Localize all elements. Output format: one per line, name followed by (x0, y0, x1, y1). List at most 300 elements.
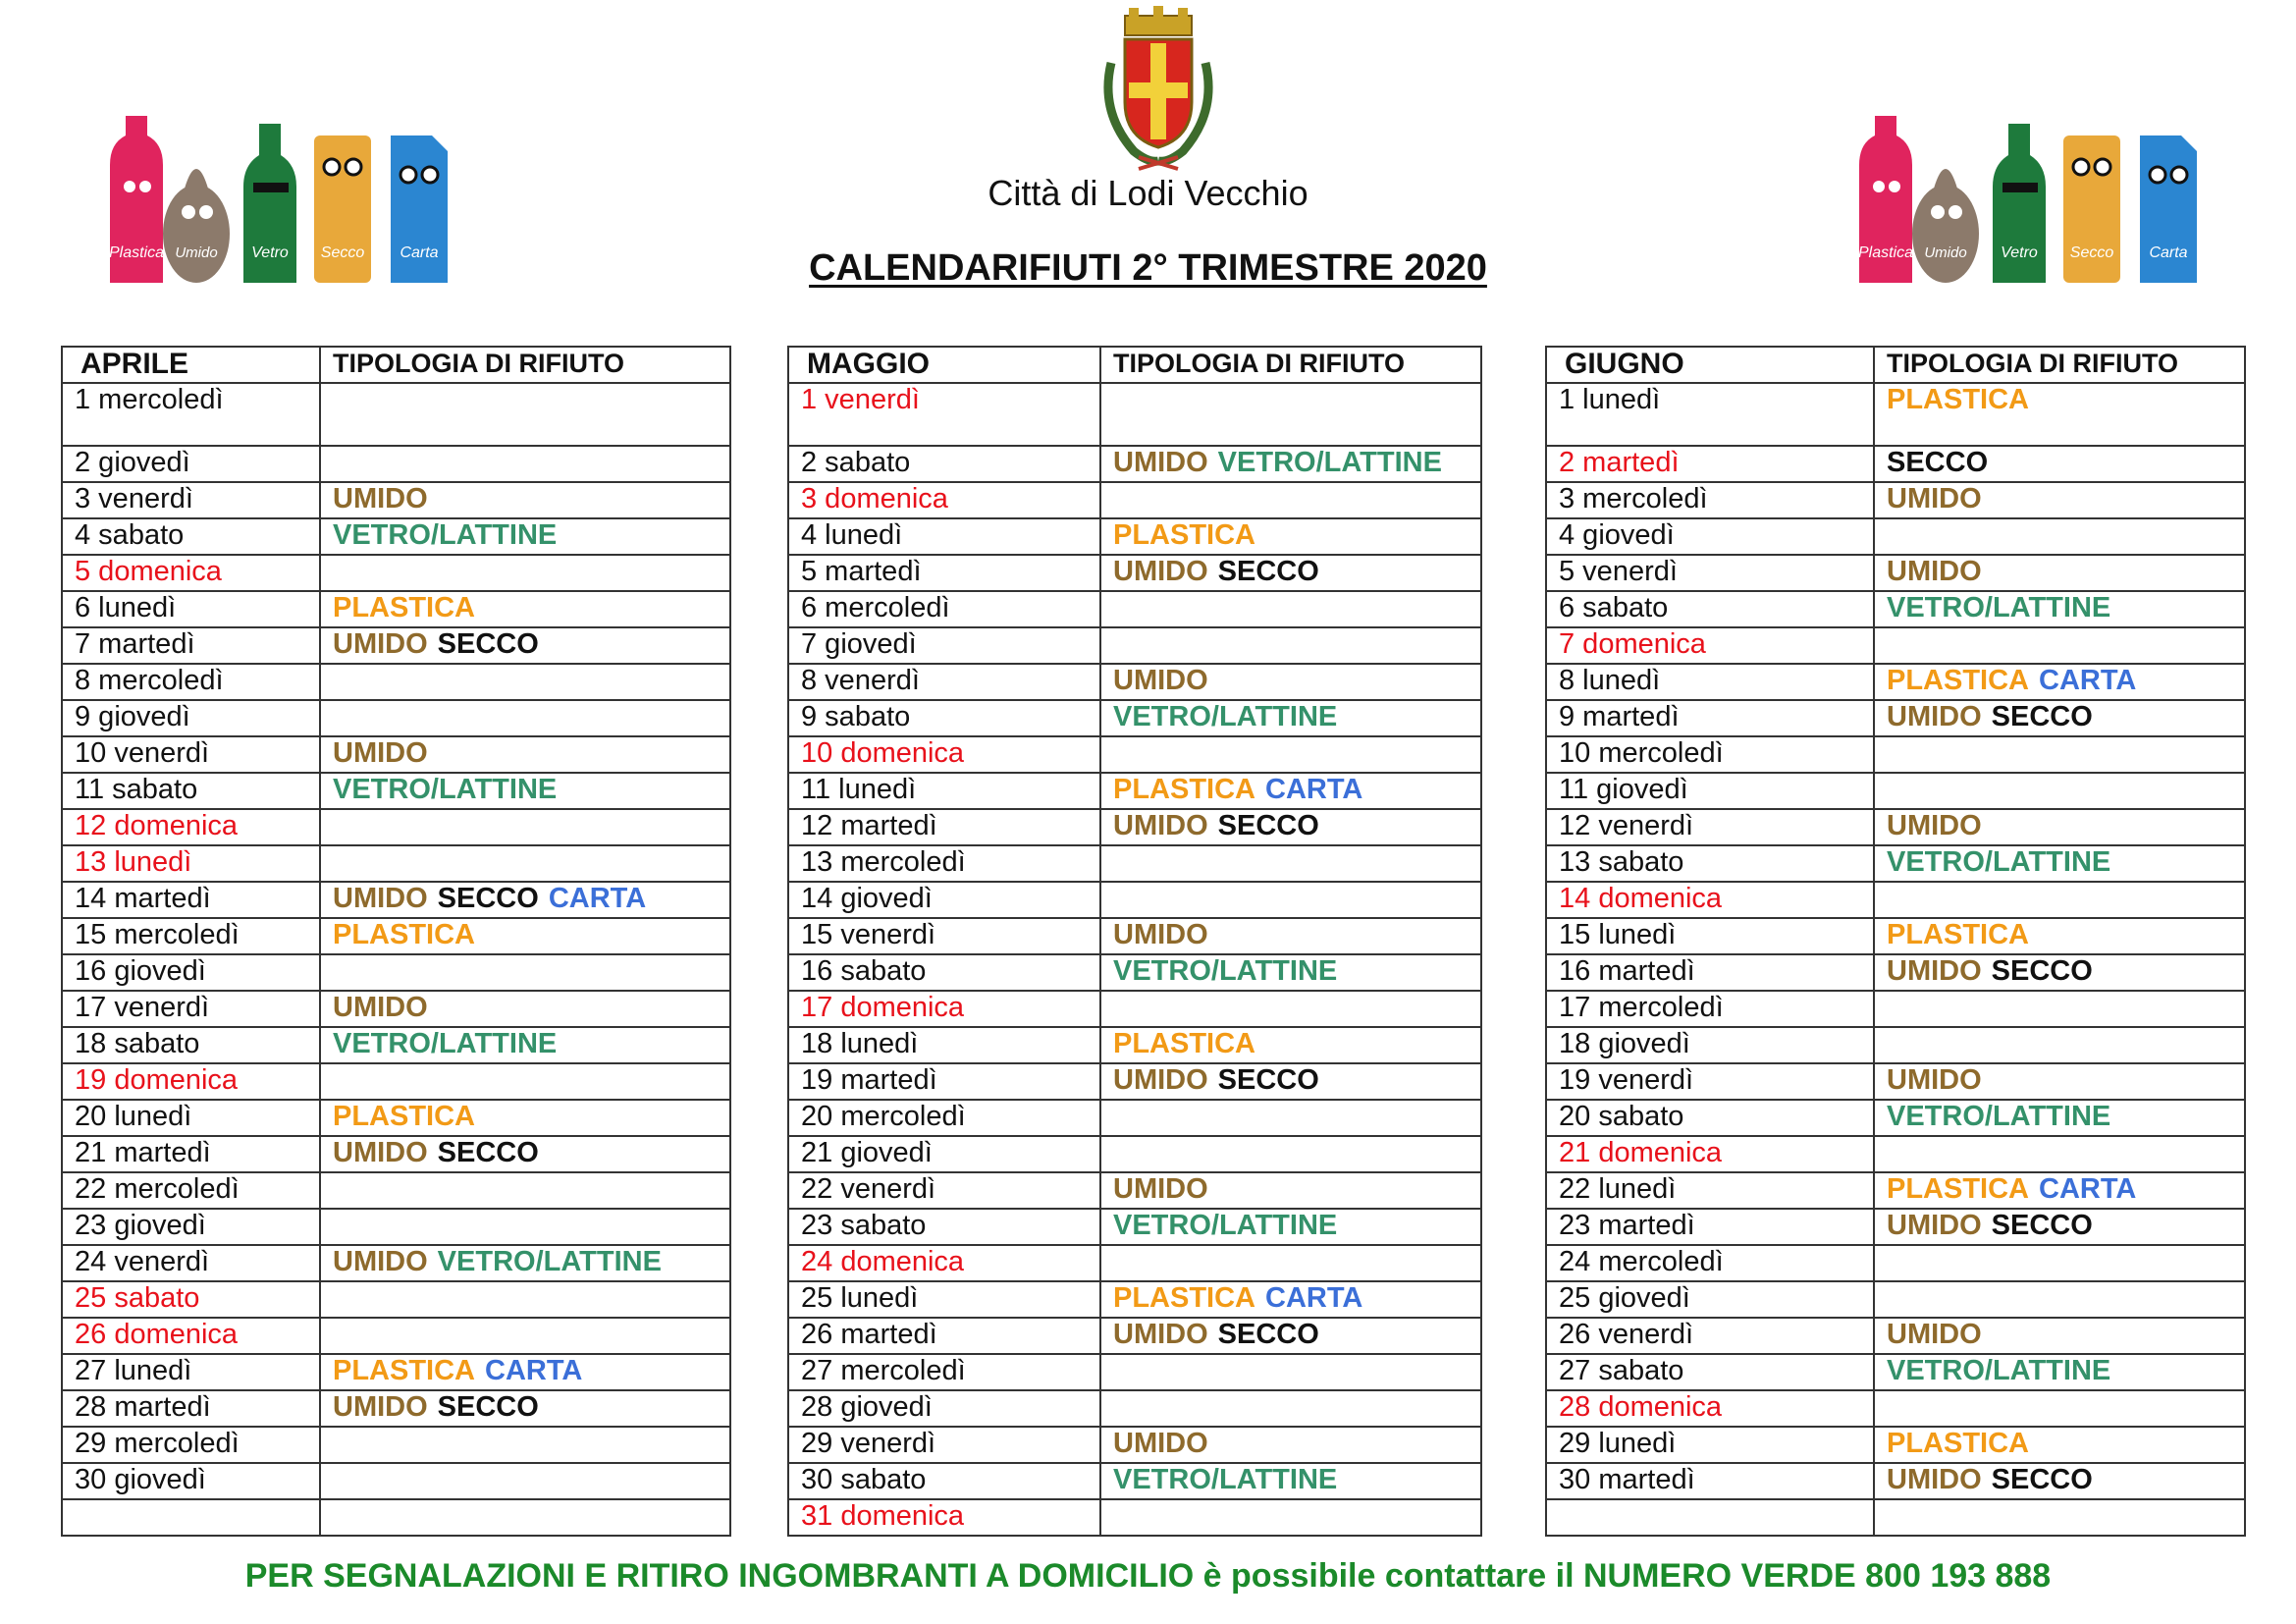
day-cell: 17 domenica (788, 991, 1100, 1027)
waste-cell (320, 1209, 730, 1245)
city-crest-icon (1090, 4, 1227, 173)
waste-cell (1100, 1063, 1481, 1100)
waste-cell (1874, 1136, 2245, 1172)
day-cell: 30 giovedì (62, 1463, 320, 1499)
waste-type: VETRO/LATTINE (1887, 592, 2111, 623)
day-cell: 10 domenica (788, 736, 1100, 773)
table-row (788, 1245, 1481, 1281)
table-row (1546, 954, 2245, 991)
table-row (788, 1390, 1481, 1427)
day-cell: 2 martedì (1546, 446, 1874, 482)
table-row (62, 383, 730, 446)
day-cell: 1 venerdì (788, 383, 1100, 446)
waste-type: PLASTICA (333, 1355, 475, 1386)
table-row (788, 1209, 1481, 1245)
day-cell: 6 sabato (1546, 591, 1874, 627)
table-row (62, 1063, 730, 1100)
table-row (788, 446, 1481, 482)
waste-cell (320, 446, 730, 482)
table-row (62, 1318, 730, 1354)
waste-cell (320, 845, 730, 882)
waste-cell (320, 1136, 730, 1172)
waste-type: VETRO/LATTINE (437, 1246, 662, 1277)
waste-cell (320, 991, 730, 1027)
day-cell: 16 giovedì (62, 954, 320, 991)
day-cell: 29 lunedì (1546, 1427, 1874, 1463)
day-cell: 11 sabato (62, 773, 320, 809)
table-row (62, 518, 730, 555)
table-row (1546, 773, 2245, 809)
day-cell: 28 giovedì (788, 1390, 1100, 1427)
day-cell: 9 sabato (788, 700, 1100, 736)
waste-type: VETRO/LATTINE (333, 519, 558, 551)
waste-type: CARTA (1265, 1282, 1363, 1314)
waste-type: UMIDO (333, 1246, 428, 1277)
logo-label-secco: Secco (2069, 244, 2114, 261)
day-cell: 13 sabato (1546, 845, 1874, 882)
table-row (788, 991, 1481, 1027)
waste-cell (1874, 383, 2245, 446)
table-row (62, 1354, 730, 1390)
waste-type: UMIDO (1113, 1428, 1208, 1459)
waste-cell (1874, 700, 2245, 736)
waste-cell (1874, 664, 2245, 700)
day-cell: 22 mercoledì (62, 1172, 320, 1209)
waste-type: SECCO (1991, 1210, 2093, 1241)
day-cell: 25 lunedì (788, 1281, 1100, 1318)
table-row (1546, 1281, 2245, 1318)
day-cell: 20 lunedì (62, 1100, 320, 1136)
day-cell: 29 venerdì (788, 1427, 1100, 1463)
day-cell: 30 martedì (1546, 1463, 1874, 1499)
day-cell: 7 giovedì (788, 627, 1100, 664)
table-header-row (788, 347, 1481, 383)
table-row (1546, 1063, 2245, 1100)
waste-type: UMIDO (1113, 810, 1208, 841)
waste-cell (1874, 627, 2245, 664)
day-cell: 12 venerdì (1546, 809, 1874, 845)
waste-type: UMIDO (1887, 483, 1982, 514)
table-row (788, 627, 1481, 664)
waste-cell (1100, 773, 1481, 809)
waste-type: PLASTICA (1113, 1282, 1255, 1314)
day-cell: 22 lunedì (1546, 1172, 1874, 1209)
waste-cell (1874, 1209, 2245, 1245)
table-row (1546, 1172, 2245, 1209)
waste-cell (320, 918, 730, 954)
table-row (1546, 664, 2245, 700)
day-cell: 18 lunedì (788, 1027, 1100, 1063)
waste-type: SECCO (437, 628, 539, 660)
waste-type: PLASTICA (1113, 1028, 1255, 1059)
waste-cell (1100, 1463, 1481, 1499)
day-cell: 21 domenica (1546, 1136, 1874, 1172)
waste-cell (320, 555, 730, 591)
table-row (788, 700, 1481, 736)
day-cell: 20 sabato (1546, 1100, 1874, 1136)
day-cell: 17 mercoledì (1546, 991, 1874, 1027)
type-header: TIPOLOGIA DI RIFIUTO (1100, 347, 1481, 383)
calendar-table-aprile (61, 346, 731, 1537)
waste-type: VETRO/LATTINE (1887, 1101, 2111, 1132)
waste-type: SECCO (437, 1137, 539, 1168)
waste-cell (1874, 1063, 2245, 1100)
day-cell: 4 sabato (62, 518, 320, 555)
table-row (1546, 446, 2245, 482)
logo-label-umido: Umido (175, 244, 218, 261)
table-row (1546, 1136, 2245, 1172)
waste-cell (1874, 446, 2245, 482)
table-row (788, 383, 1481, 446)
waste-type: CARTA (548, 883, 647, 914)
waste-type: UMIDO (1113, 1064, 1208, 1096)
table-row (1546, 1499, 2245, 1536)
waste-type: UMIDO (1113, 1173, 1208, 1205)
waste-cell (320, 1100, 730, 1136)
day-cell: 12 domenica (62, 809, 320, 845)
table-row (62, 627, 730, 664)
day-cell: 24 domenica (788, 1245, 1100, 1281)
day-cell: 26 martedì (788, 1318, 1100, 1354)
day-cell: 24 mercoledì (1546, 1245, 1874, 1281)
waste-cell (320, 664, 730, 700)
waste-cell (320, 1390, 730, 1427)
waste-type: VETRO/LATTINE (1113, 701, 1338, 732)
day-cell: 5 venerdì (1546, 555, 1874, 591)
logo-label-umido: Umido (1924, 244, 1967, 261)
table-row (788, 664, 1481, 700)
waste-type: UMIDO (333, 883, 428, 914)
waste-cell (1100, 1281, 1481, 1318)
day-cell (62, 1499, 320, 1536)
waste-cell (1100, 918, 1481, 954)
logo-label-vetro: Vetro (251, 244, 289, 261)
month-header: MAGGIO (788, 347, 1100, 383)
waste-cell (1874, 1245, 2245, 1281)
waste-cell (1100, 1318, 1481, 1354)
table-header-row (62, 347, 730, 383)
table-row (1546, 1318, 2245, 1354)
day-cell: 4 giovedì (1546, 518, 1874, 555)
waste-type: VETRO/LATTINE (1217, 447, 1442, 478)
waste-cell (320, 1427, 730, 1463)
day-cell: 16 sabato (788, 954, 1100, 991)
table-row (62, 482, 730, 518)
day-cell: 8 lunedì (1546, 664, 1874, 700)
waste-cell (320, 1027, 730, 1063)
table-row (788, 1427, 1481, 1463)
waste-type: PLASTICA (1887, 1428, 2029, 1459)
waste-cell (1874, 1427, 2245, 1463)
table-row (62, 991, 730, 1027)
waste-type: UMIDO (1113, 1319, 1208, 1350)
table-row (1546, 845, 2245, 882)
table-row (1546, 555, 2245, 591)
waste-type: CARTA (2039, 665, 2137, 696)
table-row (1546, 591, 2245, 627)
table-row (62, 773, 730, 809)
waste-cell (320, 1463, 730, 1499)
waste-cell (320, 1499, 730, 1536)
waste-cell (1100, 1209, 1481, 1245)
waste-type: SECCO (1217, 810, 1319, 841)
type-header: TIPOLOGIA DI RIFIUTO (320, 347, 730, 383)
table-row (1546, 518, 2245, 555)
table-row (1546, 1354, 2245, 1390)
waste-cell (1874, 591, 2245, 627)
table-row (788, 918, 1481, 954)
waste-cell (1100, 954, 1481, 991)
waste-cell (320, 482, 730, 518)
waste-type: PLASTICA (333, 1101, 475, 1132)
calendar-table-giugno (1545, 346, 2246, 1537)
waste-type: SECCO (1887, 447, 1989, 478)
day-cell: 6 lunedì (62, 591, 320, 627)
day-cell: 29 mercoledì (62, 1427, 320, 1463)
day-cell: 12 martedì (788, 809, 1100, 845)
waste-cell (1100, 736, 1481, 773)
waste-cell (1100, 1390, 1481, 1427)
waste-type: VETRO/LATTINE (1113, 1464, 1338, 1495)
table-row (62, 664, 730, 700)
waste-cell (320, 954, 730, 991)
day-cell: 19 venerdì (1546, 1063, 1874, 1100)
day-cell: 15 mercoledì (62, 918, 320, 954)
table-row (788, 845, 1481, 882)
table-row (62, 1499, 730, 1536)
day-cell: 19 martedì (788, 1063, 1100, 1100)
waste-cell (1874, 518, 2245, 555)
waste-type: VETRO/LATTINE (1113, 1210, 1338, 1241)
day-cell: 15 lunedì (1546, 918, 1874, 954)
table-row (1546, 1463, 2245, 1499)
day-cell: 2 giovedì (62, 446, 320, 482)
waste-type: PLASTICA (1887, 384, 2029, 415)
day-cell: 3 venerdì (62, 482, 320, 518)
waste-type: UMIDO (1113, 556, 1208, 587)
day-cell: 27 lunedì (62, 1354, 320, 1390)
waste-type: UMIDO (1887, 810, 1982, 841)
waste-cell (1100, 627, 1481, 664)
waste-cell (1100, 555, 1481, 591)
waste-type: UMIDO (1113, 665, 1208, 696)
table-row (1546, 1027, 2245, 1063)
waste-cell (1874, 1354, 2245, 1390)
day-cell: 11 giovedì (1546, 773, 1874, 809)
table-row (1546, 809, 2245, 845)
waste-cell (320, 1245, 730, 1281)
table-row (62, 882, 730, 918)
waste-cell (1100, 1172, 1481, 1209)
table-row (62, 1390, 730, 1427)
waste-type: PLASTICA (1887, 665, 2029, 696)
table-row (788, 736, 1481, 773)
day-cell: 18 giovedì (1546, 1027, 1874, 1063)
waste-type: VETRO/LATTINE (1887, 846, 2111, 878)
day-cell: 9 giovedì (62, 700, 320, 736)
waste-cell (1874, 1463, 2245, 1499)
logo-label-plastica: Plastica (108, 244, 165, 261)
day-cell: 19 domenica (62, 1063, 320, 1100)
waste-type: CARTA (2039, 1173, 2137, 1205)
waste-type: UMIDO (1113, 447, 1208, 478)
table-row (1546, 736, 2245, 773)
table-row (788, 773, 1481, 809)
waste-cell (1874, 773, 2245, 809)
waste-cell (320, 773, 730, 809)
table-row (62, 1463, 730, 1499)
table-row (788, 591, 1481, 627)
table-row (62, 954, 730, 991)
day-cell: 21 giovedì (788, 1136, 1100, 1172)
waste-type: PLASTICA (1887, 919, 2029, 950)
table-row (62, 1209, 730, 1245)
waste-cell (1100, 700, 1481, 736)
day-cell: 23 martedì (1546, 1209, 1874, 1245)
day-cell (1546, 1499, 1874, 1536)
page-title-text: CALENDARIFIUTI 2° TRIMESTRE 2020 (809, 247, 1487, 289)
waste-cell (320, 882, 730, 918)
waste-cell (1100, 446, 1481, 482)
waste-cell (1874, 991, 2245, 1027)
waste-type: VETRO/LATTINE (1113, 955, 1338, 987)
table-row (788, 482, 1481, 518)
waste-cell (1100, 1027, 1481, 1063)
day-cell: 18 sabato (62, 1027, 320, 1063)
waste-type: UMIDO (333, 992, 428, 1023)
day-cell: 1 lunedì (1546, 383, 1874, 446)
table-row (788, 1463, 1481, 1499)
waste-type: UMIDO (333, 483, 428, 514)
waste-cell (320, 1172, 730, 1209)
waste-type: VETRO/LATTINE (1887, 1355, 2111, 1386)
table-row (62, 1027, 730, 1063)
day-cell: 8 venerdì (788, 664, 1100, 700)
waste-type: PLASTICA (333, 592, 475, 623)
table-row (1546, 383, 2245, 446)
day-cell: 10 venerdì (62, 736, 320, 773)
table-row (1546, 882, 2245, 918)
day-cell: 26 venerdì (1546, 1318, 1874, 1354)
table-row (62, 591, 730, 627)
day-cell: 21 martedì (62, 1136, 320, 1172)
table-row (788, 1354, 1481, 1390)
table-row (62, 736, 730, 773)
day-cell: 2 sabato (788, 446, 1100, 482)
table-row (62, 845, 730, 882)
waste-cell (320, 809, 730, 845)
table-row (788, 954, 1481, 991)
waste-cell (320, 627, 730, 664)
waste-cell (320, 736, 730, 773)
day-cell: 5 domenica (62, 555, 320, 591)
waste-cell (320, 1281, 730, 1318)
waste-type: UMIDO (1113, 919, 1208, 950)
waste-cell (1100, 991, 1481, 1027)
day-cell: 6 mercoledì (788, 591, 1100, 627)
waste-cell (320, 383, 730, 446)
waste-cell (1100, 1100, 1481, 1136)
table-row (1546, 482, 2245, 518)
table-row (788, 1100, 1481, 1136)
table-row (788, 1281, 1481, 1318)
day-cell: 23 sabato (788, 1209, 1100, 1245)
table-row (788, 1063, 1481, 1100)
table-row (62, 1172, 730, 1209)
day-cell: 30 sabato (788, 1463, 1100, 1499)
waste-cell (320, 1318, 730, 1354)
day-cell: 27 mercoledì (788, 1354, 1100, 1390)
waste-type: PLASTICA (1887, 1173, 2029, 1205)
day-cell: 24 venerdì (62, 1245, 320, 1281)
table-row (1546, 700, 2245, 736)
waste-type: PLASTICA (333, 919, 475, 950)
waste-type: UMIDO (333, 737, 428, 769)
day-cell: 28 domenica (1546, 1390, 1874, 1427)
day-cell: 31 domenica (788, 1499, 1100, 1536)
day-cell: 10 mercoledì (1546, 736, 1874, 773)
waste-cell (1874, 1172, 2245, 1209)
waste-cell (1874, 1499, 2245, 1536)
waste-cell (1100, 383, 1481, 446)
day-cell: 9 martedì (1546, 700, 1874, 736)
waste-type: CARTA (485, 1355, 583, 1386)
table-row (788, 1499, 1481, 1536)
table-row (62, 446, 730, 482)
waste-cell (1874, 918, 2245, 954)
month-header: GIUGNO (1546, 347, 1874, 383)
table-row (788, 1136, 1481, 1172)
waste-cell (1100, 664, 1481, 700)
waste-type: CARTA (1265, 774, 1363, 805)
day-cell: 22 venerdì (788, 1172, 1100, 1209)
waste-cell (1100, 1245, 1481, 1281)
waste-cell (1874, 555, 2245, 591)
waste-cell (1100, 845, 1481, 882)
table-row (1546, 1245, 2245, 1281)
day-cell: 1 mercoledì (62, 383, 320, 446)
day-cell: 23 giovedì (62, 1209, 320, 1245)
day-cell: 16 martedì (1546, 954, 1874, 991)
table-row (62, 1245, 730, 1281)
waste-cell (1100, 1354, 1481, 1390)
waste-type: PLASTICA (1113, 774, 1255, 805)
logo-label-carta: Carta (400, 244, 439, 261)
waste-cell (1100, 591, 1481, 627)
waste-type: UMIDO (1887, 701, 1982, 732)
waste-type: UMIDO (333, 1391, 428, 1423)
waste-type: VETRO/LATTINE (333, 1028, 558, 1059)
day-cell: 25 sabato (62, 1281, 320, 1318)
waste-type: SECCO (437, 883, 539, 914)
day-cell: 8 mercoledì (62, 664, 320, 700)
waste-cell (1874, 1281, 2245, 1318)
waste-type: UMIDO (1887, 1064, 1982, 1096)
logo-label-secco: Secco (320, 244, 365, 261)
waste-cell (1100, 1136, 1481, 1172)
table-row (788, 518, 1481, 555)
waste-type: UMIDO (1887, 1319, 1982, 1350)
day-cell: 11 lunedì (788, 773, 1100, 809)
page-title (0, 247, 2296, 290)
table-row (62, 809, 730, 845)
waste-type: UMIDO (1887, 556, 1982, 587)
waste-cell (320, 591, 730, 627)
day-cell: 7 domenica (1546, 627, 1874, 664)
waste-type: UMIDO (333, 1137, 428, 1168)
waste-type: SECCO (1991, 701, 2093, 732)
day-cell: 26 domenica (62, 1318, 320, 1354)
